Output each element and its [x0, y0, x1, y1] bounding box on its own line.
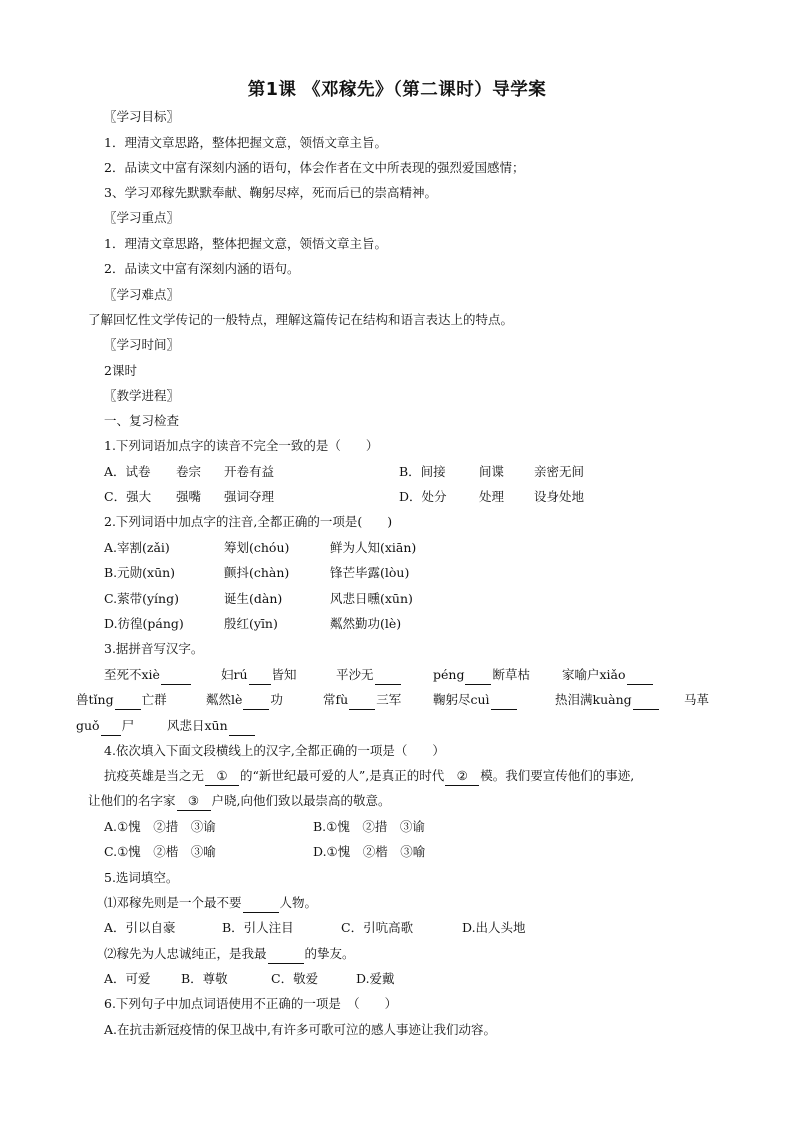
q2-option-a-word: 鲜为人知(xiān)	[330, 540, 417, 555]
question-1-stem: 1.下列词语加点字的读音不完全一致的是（ ）	[104, 438, 379, 453]
question-5-stem: 5.选词填空。	[104, 870, 179, 885]
q1-option-a-word: 卷宗	[176, 464, 202, 479]
fill-blank	[243, 691, 269, 710]
q1-option-d: D．处分	[399, 489, 447, 504]
q3-item: 平沙无	[336, 666, 402, 685]
q3-item: 常fù 三军	[323, 691, 401, 710]
goal-item: 1．理清文章思路，整体把握文意，领悟文章主旨。	[104, 135, 387, 150]
q1-option-a-word: 开卷有益	[224, 464, 275, 479]
q4-option-d: D.①愧 ②楷 ③喻	[313, 844, 426, 859]
q5-2-option-d: D.爱戴	[356, 971, 395, 986]
q1-option-b-word: 间谍	[479, 464, 505, 479]
goal-item: 3、学习邓稼先默默奉献、鞠躬尽瘁，死而后已的崇高精神。	[104, 185, 437, 200]
fill-blank	[115, 691, 141, 710]
q3-item: 妇rú 皆知	[221, 666, 297, 685]
q5-2-option-c: C．敬爱	[271, 971, 319, 986]
time-header: 〖学习时间〗	[104, 337, 180, 352]
q3-item: 鞠躬尽cuì	[433, 691, 518, 710]
q3-item: 至死不xiè	[104, 666, 192, 685]
q5-1-option-c: C．引吭高歌	[341, 920, 414, 935]
q2-option-c-word: 诞生(dàn)	[224, 591, 283, 606]
fill-blank	[243, 894, 279, 913]
question-6-stem: 6.下列句子中加点词语使用不正确的一项是 （ ）	[104, 996, 398, 1011]
fill-blank	[627, 666, 653, 685]
q3-item: 风悲日xūn	[167, 717, 256, 736]
q5-sentence-2: ⑵稼先为人忠诚纯正，是我最 的挚友。	[104, 945, 355, 964]
q2-option-d: D.彷徨(páng)	[104, 616, 184, 631]
numbered-blank: ③	[177, 792, 211, 811]
q1-option-a: A．试卷	[104, 464, 151, 479]
q4-option-c: C.①愧 ②楷 ③喻	[104, 844, 216, 859]
difficulty-header: 〖学习难点〗	[104, 287, 180, 302]
difficulty-text: 了解回忆性文学传记的一般特点，理解这篇传记在结构和语言表达上的特点。	[88, 312, 514, 327]
q2-option-c: C.萦带(yíng)	[104, 591, 179, 606]
q3-item: péng 断草枯	[433, 666, 530, 685]
focus-item: 1．理清文章思路，整体把握文意，领悟文章主旨。	[104, 236, 387, 251]
q4-option-a: A.①愧 ②措 ③谕	[104, 819, 216, 834]
q2-option-d-word: 粼然勤功(lè)	[330, 616, 402, 631]
q3-item: 粼然lè 功	[206, 691, 283, 710]
fill-blank	[249, 666, 271, 685]
fill-blank	[229, 717, 255, 736]
question-3-stem: 3.据拼音写汉字。	[104, 641, 204, 656]
q5-2-option-b: B．尊敬	[181, 971, 228, 986]
q2-option-b: B.元勋(xūn)	[104, 565, 176, 580]
question-2-stem: 2.下列词语中加点字的注音,全都正确的一项是( )	[104, 514, 393, 529]
q2-option-c-word: 风悲日曛(xūn)	[330, 591, 413, 606]
fill-blank	[101, 717, 121, 736]
fill-blank	[465, 666, 491, 685]
q3-item: 热泪满kuàng	[555, 691, 660, 710]
q1-option-d-word: 设身处地	[534, 489, 585, 504]
q1-option-c: C．强大	[104, 489, 152, 504]
question-4-stem: 4.依次填入下面文段横线上的汉字,全都正确的一项是（ ）	[104, 743, 445, 758]
q1-option-d-word: 处理	[479, 489, 505, 504]
goals-header: 〖学习目标〗	[104, 109, 180, 124]
q4-paragraph-line: 抗疫英雄是当之无 ① 的“新世纪最可爱的人”,是真正的时代 ② 模。我们要宣传他们的事迹,	[104, 767, 634, 786]
q2-option-b-word: 锋芒毕露(lòu)	[330, 565, 410, 580]
focus-header: 〖学习重点〗	[104, 210, 180, 225]
q5-2-option-a: A．可爱	[104, 971, 151, 986]
fill-blank	[161, 666, 191, 685]
q5-1-option-b: B．引人注目	[222, 920, 294, 935]
q3-item: 兽tǐng 亡群	[76, 691, 167, 710]
q6-option-a: A.在抗击新冠疫情的保卫战中,有许多可歌可泣的感人事迹让我们动容。	[104, 1022, 496, 1037]
goal-item: 2．品读文中富有深刻内涵的语句，体会作者在文中所表现的强烈爱国感情；	[104, 160, 525, 175]
focus-item: 2．品读文中富有深刻内涵的语句。	[104, 261, 300, 276]
section-heading: 一、复习检查	[104, 413, 180, 428]
q1-option-b: B．间接	[399, 464, 446, 479]
q2-option-a-word: 筹划(chóu)	[224, 540, 290, 555]
q2-option-a: A.宰割(zǎi)	[104, 540, 170, 555]
q5-sentence-1: ⑴邓稼先则是一个最不要 人物。	[104, 894, 317, 913]
q4-option-b: B.①愧 ②措 ③谕	[313, 819, 425, 834]
fill-blank	[268, 945, 304, 964]
process-header: 〖教学进程〗	[104, 388, 180, 403]
q1-option-c-word: 强嘴	[176, 489, 202, 504]
q3-item: guǒ 尸	[76, 717, 134, 736]
q5-1-option-d: D.出人头地	[462, 920, 526, 935]
fill-blank	[633, 691, 659, 710]
q3-item: 家喻户xiǎo	[562, 666, 654, 685]
page-title: 第1课 《邓稼先》（第二课时）导学案	[247, 80, 547, 100]
time-text: 2课时	[104, 363, 137, 378]
q1-option-c-word: 强词夺理	[224, 489, 275, 504]
q1-option-b-word: 亲密无间	[534, 464, 585, 479]
q4-paragraph-line: 让他们的名字家 ③ 户晓,向他们致以最崇高的敬意。	[88, 792, 391, 811]
q5-1-option-a: A．引以自豪	[104, 920, 176, 935]
numbered-blank: ②	[445, 767, 479, 786]
numbered-blank: ①	[205, 767, 239, 786]
fill-blank	[375, 666, 401, 685]
fill-blank	[491, 691, 517, 710]
fill-blank	[349, 691, 375, 710]
q2-option-d-word: 殷红(yīn)	[224, 616, 278, 631]
q2-option-b-word: 颤抖(chàn)	[224, 565, 290, 580]
q3-item: 马革	[684, 692, 710, 707]
